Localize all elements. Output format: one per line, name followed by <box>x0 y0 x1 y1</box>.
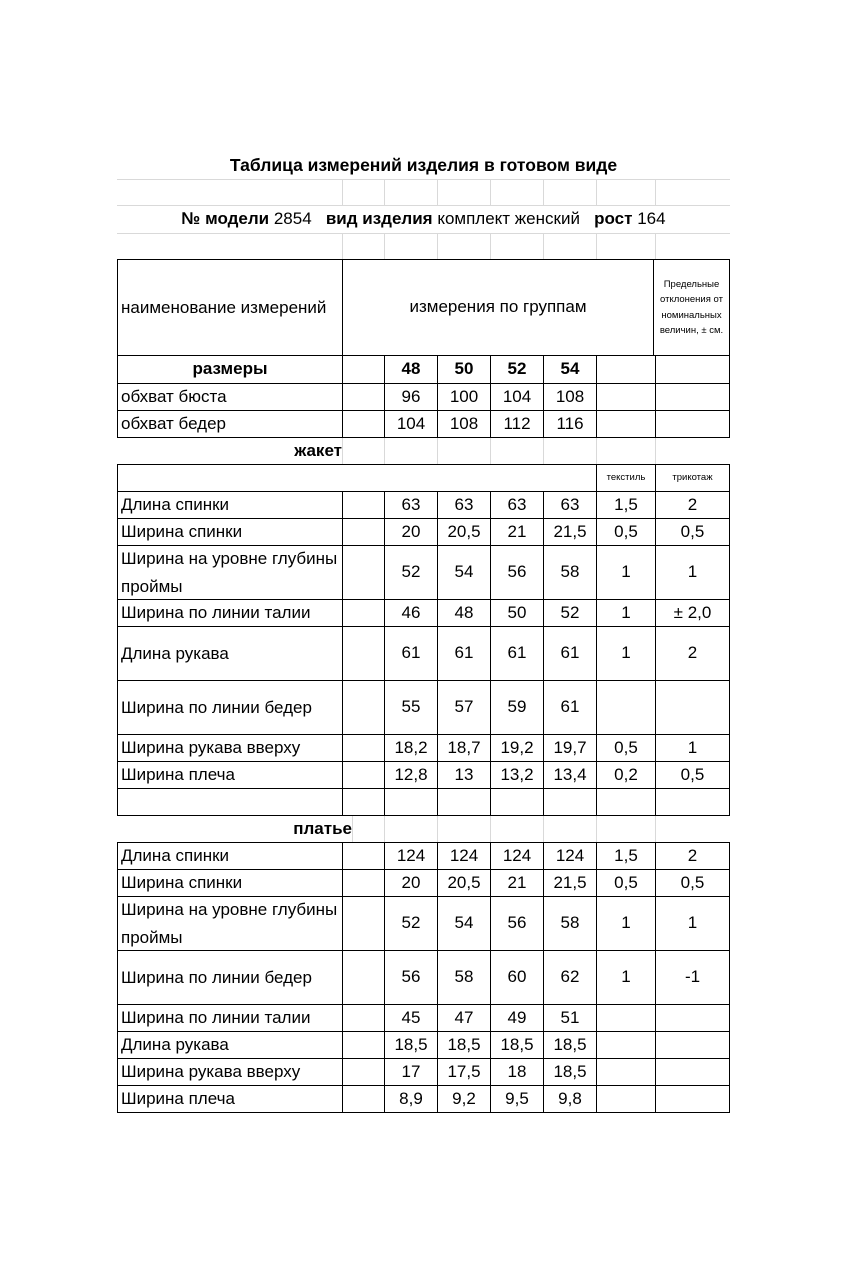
table-row <box>117 735 730 762</box>
cell: 51 <box>543 1005 596 1031</box>
row-name: Ширина рукава вверху <box>121 1062 301 1082</box>
tolerance-cell: 1 <box>596 546 655 599</box>
section-row-jacket <box>117 438 730 465</box>
row-name: Ширина спинки <box>121 873 243 893</box>
row-name: Длина спинки <box>121 495 230 515</box>
tolerance-cell: 1 <box>596 627 655 680</box>
table-row <box>117 627 730 681</box>
type-value: комплект женский <box>437 209 580 229</box>
tolerance-cell: 0,5 <box>596 519 655 545</box>
tolerance-cell: ± 2,0 <box>655 600 729 626</box>
cell: 61 <box>384 627 437 680</box>
cell: 13 <box>437 762 490 788</box>
cell: 112 <box>490 411 543 437</box>
cell: 46 <box>384 600 437 626</box>
table-row <box>117 600 730 627</box>
size-54: 54 <box>543 356 596 383</box>
cell: 21 <box>490 870 543 896</box>
height-label: рост <box>594 209 633 229</box>
cell: 20 <box>384 519 437 545</box>
cell: 57 <box>437 681 490 734</box>
table-row <box>117 384 730 411</box>
sizes-label: размеры <box>192 359 268 379</box>
cell: 48 <box>437 600 490 626</box>
cell: 124 <box>543 843 596 869</box>
row-name: Ширина рукава вверху <box>121 738 301 758</box>
cell: 108 <box>437 411 490 437</box>
empty-row <box>117 789 730 816</box>
cell: 17,5 <box>437 1059 490 1085</box>
model-row <box>117 206 730 234</box>
row-name: обхват бюста <box>121 386 227 406</box>
tolerance-cell: 0,2 <box>596 762 655 788</box>
model-label: № модели <box>181 209 270 229</box>
tolerance-cell: 1,5 <box>596 492 655 518</box>
cell: 62 <box>543 951 596 1004</box>
cell: 13,2 <box>490 762 543 788</box>
cell: 59 <box>490 681 543 734</box>
row-name: Длина спинки <box>121 846 230 866</box>
cell: 19,7 <box>543 735 596 761</box>
spacer-row <box>117 180 730 206</box>
cell: 18,5 <box>437 1032 490 1058</box>
cell: 55 <box>384 681 437 734</box>
cell: 124 <box>384 843 437 869</box>
table-row <box>117 1005 730 1032</box>
cell: 63 <box>384 492 437 518</box>
cell: 9,8 <box>543 1086 596 1112</box>
cell: 12,8 <box>384 762 437 788</box>
table-row <box>117 843 730 870</box>
cell: 96 <box>384 384 437 410</box>
cell: 63 <box>437 492 490 518</box>
tolerance-cell: 2 <box>655 627 729 680</box>
header-row <box>117 259 730 356</box>
header-name-label: наименование измерений <box>121 297 327 317</box>
section-title-jacket: жакет <box>294 440 342 460</box>
cell: 21 <box>490 519 543 545</box>
cell: 20,5 <box>437 519 490 545</box>
tolerance-cell <box>655 681 729 734</box>
cell: 56 <box>384 951 437 1004</box>
row-name: Ширина на уровне глубины проймы <box>121 549 338 596</box>
cell: 124 <box>437 843 490 869</box>
section-title-dress: платье <box>293 818 352 838</box>
cell: 58 <box>543 897 596 950</box>
cell: 21,5 <box>543 519 596 545</box>
cell: 20 <box>384 870 437 896</box>
tolerance-cell <box>596 1032 655 1058</box>
spacer-row <box>117 234 730 259</box>
row-name: Ширина на уровне глубины проймы <box>121 900 338 947</box>
cell: 50 <box>490 600 543 626</box>
tolerance-cell: 0,5 <box>655 870 729 896</box>
cell: 18 <box>490 1059 543 1085</box>
table-row <box>117 870 730 897</box>
tolerance-label-knit: трикотаж <box>655 465 729 491</box>
cell: 56 <box>490 546 543 599</box>
cell: 20,5 <box>437 870 490 896</box>
row-name: обхват бедер <box>121 413 227 433</box>
tolerance-labels-row <box>117 465 730 492</box>
cell: 13,4 <box>543 762 596 788</box>
table-row <box>117 681 730 735</box>
header-deviation-note: Предельные отклонения от номинальных величин, ± см. <box>653 260 729 355</box>
cell: 9,5 <box>490 1086 543 1112</box>
row-name: Ширина по линии бедер <box>121 697 312 717</box>
tolerance-cell: 1 <box>655 546 729 599</box>
table-row <box>117 1032 730 1059</box>
cell: 61 <box>543 681 596 734</box>
cell: 108 <box>543 384 596 410</box>
row-name: Ширина спинки <box>121 522 243 542</box>
cell: 56 <box>490 897 543 950</box>
cell: 52 <box>384 546 437 599</box>
tolerance-cell <box>596 1059 655 1085</box>
table-row <box>117 762 730 789</box>
tolerance-cell <box>596 1086 655 1112</box>
cell: 49 <box>490 1005 543 1031</box>
tolerance-cell: 0,5 <box>655 762 729 788</box>
cell: 60 <box>490 951 543 1004</box>
cell: 63 <box>543 492 596 518</box>
tolerance-cell: 1 <box>655 735 729 761</box>
cell: 9,2 <box>437 1086 490 1112</box>
tolerance-cell <box>655 1059 729 1085</box>
cell: 18,5 <box>384 1032 437 1058</box>
model-line <box>117 206 730 233</box>
cell: 54 <box>437 897 490 950</box>
table-row <box>117 519 730 546</box>
cell: 58 <box>437 951 490 1004</box>
section-row-dress <box>117 816 730 843</box>
cell: 116 <box>543 411 596 437</box>
tolerance-cell: 0,5 <box>596 735 655 761</box>
tolerance-cell: 1 <box>655 897 729 950</box>
cell: 18,5 <box>543 1059 596 1085</box>
sizes-row <box>117 356 730 384</box>
cell: 63 <box>490 492 543 518</box>
row-name: Ширина по линии талии <box>121 1008 311 1028</box>
table-row <box>117 411 730 438</box>
cell: 21,5 <box>543 870 596 896</box>
cell: 18,2 <box>384 735 437 761</box>
tolerance-cell: 1,5 <box>596 843 655 869</box>
height-value: 164 <box>637 209 666 229</box>
row-name: Ширина плеча <box>121 765 235 785</box>
table-row <box>117 897 730 951</box>
tolerance-cell: -1 <box>655 951 729 1004</box>
cell: 124 <box>490 843 543 869</box>
cell: 17 <box>384 1059 437 1085</box>
row-name: Ширина по линии бедер <box>121 967 312 987</box>
tolerance-cell: 2 <box>655 843 729 869</box>
cell: 61 <box>543 627 596 680</box>
cell: 18,5 <box>543 1032 596 1058</box>
tolerance-cell <box>655 1086 729 1112</box>
row-name: Ширина плеча <box>121 1089 235 1109</box>
tolerance-label-textile: текстиль <box>596 465 655 491</box>
size-50: 50 <box>437 356 490 383</box>
tolerance-cell: 1 <box>596 600 655 626</box>
table-row <box>117 1059 730 1086</box>
type-label: вид изделия <box>325 209 433 229</box>
size-48: 48 <box>384 356 437 383</box>
cell: 18,5 <box>490 1032 543 1058</box>
tolerance-cell: 1 <box>596 951 655 1004</box>
tolerance-cell <box>655 1005 729 1031</box>
row-name: Ширина по линии талии <box>121 603 311 623</box>
cell: 47 <box>437 1005 490 1031</box>
cell: 58 <box>543 546 596 599</box>
cell: 19,2 <box>490 735 543 761</box>
cell: 18,7 <box>437 735 490 761</box>
table-title: Таблица измерений изделия в готовом виде <box>229 154 618 175</box>
cell: 52 <box>543 600 596 626</box>
cell: 45 <box>384 1005 437 1031</box>
cell: 100 <box>437 384 490 410</box>
table-row <box>117 1086 730 1113</box>
row-name: Длина рукава <box>121 1035 229 1055</box>
table-row <box>117 492 730 519</box>
row-name: Длина рукава <box>121 643 229 663</box>
cell: 54 <box>437 546 490 599</box>
cell: 104 <box>384 411 437 437</box>
tolerance-cell: 1 <box>596 897 655 950</box>
tolerance-cell <box>596 1005 655 1031</box>
measurement-table <box>117 152 730 1113</box>
cell: 52 <box>384 897 437 950</box>
cell: 104 <box>490 384 543 410</box>
cell: 61 <box>437 627 490 680</box>
model-value: 2854 <box>273 209 312 229</box>
title-row <box>117 152 730 180</box>
table-row <box>117 546 730 600</box>
tolerance-cell: 0,5 <box>596 870 655 896</box>
tolerance-cell: 0,5 <box>655 519 729 545</box>
tolerance-cell <box>596 681 655 734</box>
header-groups-label: измерения по группам <box>342 260 653 355</box>
cell: 8,9 <box>384 1086 437 1112</box>
cell: 61 <box>490 627 543 680</box>
table-row <box>117 951 730 1005</box>
tolerance-cell: 2 <box>655 492 729 518</box>
tolerance-cell <box>655 1032 729 1058</box>
size-52: 52 <box>490 356 543 383</box>
